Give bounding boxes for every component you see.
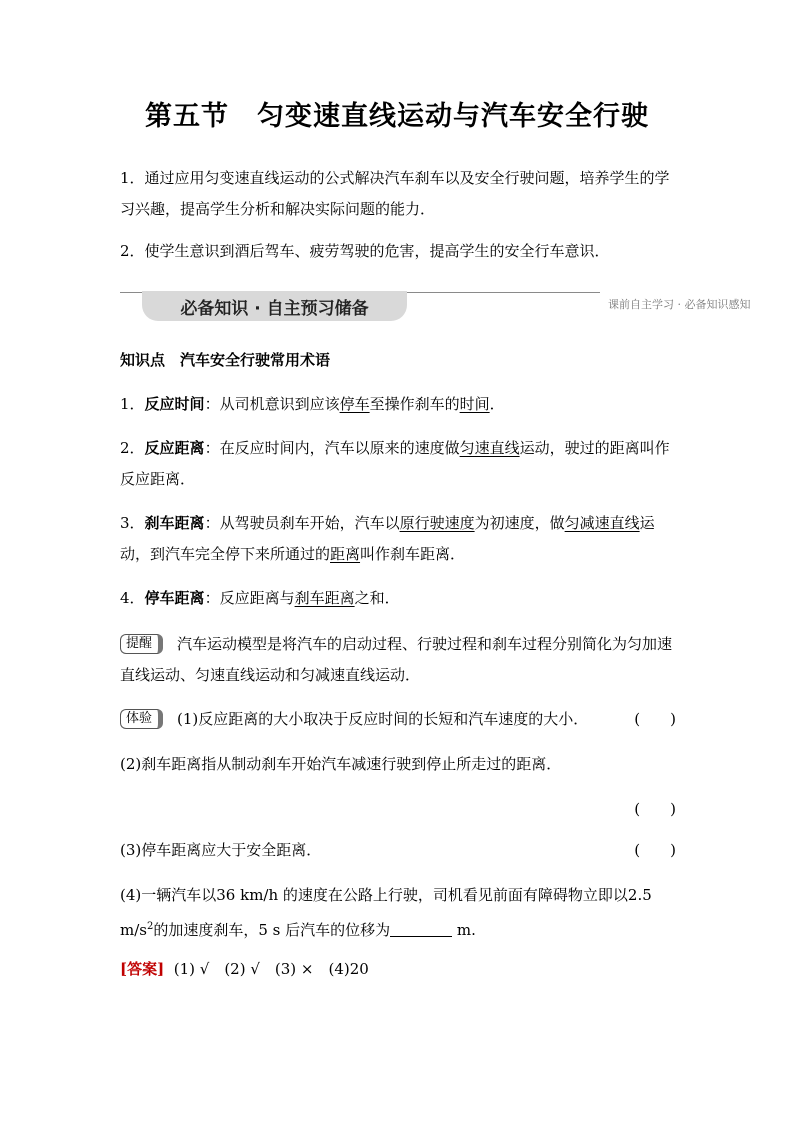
reminder-block bbox=[120, 629, 676, 691]
term-name: 刹车距离 bbox=[144, 514, 205, 532]
page-title: 第五节 匀变速直线运动与汽车安全行驶 bbox=[145, 101, 649, 132]
answer-parenthesis: ( ) bbox=[634, 841, 676, 859]
term-1: 1．反应时间：从司机意识到应该停车至操作刹车的时间． bbox=[120, 395, 505, 413]
term-name: 反应距离 bbox=[144, 439, 205, 457]
answer-underline: 距离 bbox=[330, 545, 361, 563]
experience-item-2: (2)刹车距离指从制动刹车开始汽车减速行驶到停止所走过的距离． bbox=[120, 755, 562, 773]
fill-in-blank[interactable] bbox=[390, 922, 452, 937]
answer-underline: 停车 bbox=[339, 395, 370, 413]
term-3: 3．刹车距离：从驾驶员刹车开始，汽车以原行驶速度为初速度，做匀减速直线运动，到汽车完全停下来所通过的距离叫作刹车距离． bbox=[120, 514, 655, 563]
term-name: 停车距离 bbox=[144, 589, 205, 607]
answer-underline: 时间 bbox=[459, 395, 490, 413]
objective-1: 1．通过应用匀变速直线运动的公式解决汽车刹车以及安全行驶问题，培养学生的学习兴趣，提高学生分析和解决实际问题的能力． bbox=[120, 169, 670, 218]
section-banner bbox=[142, 291, 407, 321]
experience-item-3: (3)停车距离应大于安全距离． ( ) bbox=[120, 835, 676, 866]
answer-underline: 匀速直线 bbox=[459, 439, 520, 457]
objective-2: 2．使学生意识到酒后驾车、疲劳驾驶的危害，提高学生的安全行车意识． bbox=[120, 242, 610, 260]
section-banner-label: 必备知识 · 自主预习储备 bbox=[180, 299, 369, 319]
answer-parenthesis: ( ) bbox=[634, 710, 676, 728]
answer-underline: 刹车距离 bbox=[294, 589, 355, 607]
term-2: 2．反应距离：在反应时间内，汽车以原来的速度做匀速直线运动，驶过的距离叫作反应距离． bbox=[120, 439, 670, 488]
experience-tag: 体验 bbox=[120, 709, 163, 729]
experience-item-1: 体验 (1)反应距离的大小取决于反应时间的长短和汽车速度的大小． ( ) bbox=[120, 704, 676, 735]
answer-line bbox=[120, 954, 676, 985]
experience-item-4: (4)一辆汽车以36 km/h 的速度在公路上行驶，司机看见前面有障碍物立即以2.5 $m/s^2$的加速度刹车，5 s 后汽车的位移为 m. bbox=[120, 886, 652, 939]
section-banner-subtitle: 课前自主学习 · 必备知识感知 bbox=[608, 298, 751, 311]
knowledge-heading: 知识点 汽车安全行驶常用术语 bbox=[120, 351, 331, 369]
reminder-tag: 提醒 bbox=[120, 634, 163, 654]
answer-text: (1) √ (2) √ (3) × (4)20 bbox=[173, 960, 369, 978]
answer-underline: 匀减速直线 bbox=[564, 514, 640, 532]
answer-label: [答案] bbox=[120, 960, 165, 978]
term-4: 4．停车距离：反应距离与刹车距离之和． bbox=[120, 589, 400, 607]
reminder-text: 汽车运动模型是将汽车的启动过程、行驶过程和刹车过程分别简化为匀加速直线运动、匀速直线运动和匀减速直线运动． bbox=[120, 635, 673, 684]
answer-underline: 原行驶速度 bbox=[399, 514, 475, 532]
answer-parenthesis: ( ) bbox=[634, 800, 676, 818]
term-name: 反应时间 bbox=[144, 395, 205, 413]
